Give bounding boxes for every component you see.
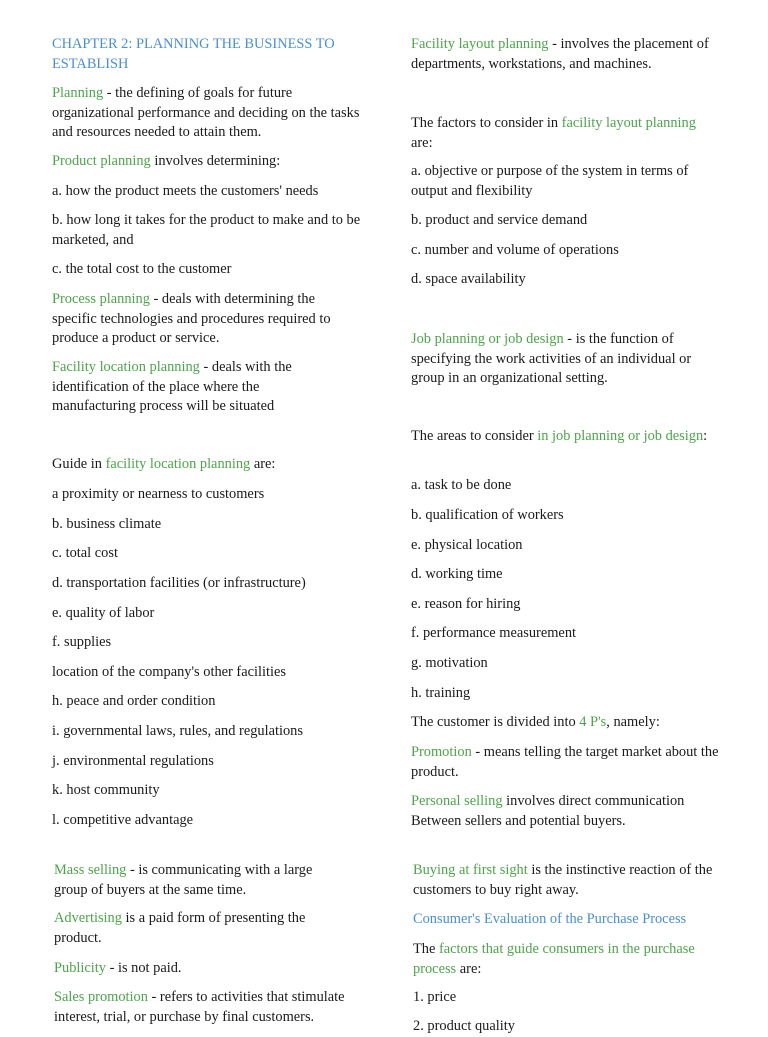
sales-promotion-text: - refers to activities that stimulate interest, trial, or purchase by final customers. — [54, 989, 345, 1025]
left-column — [52, 0, 368, 1024]
facility-location-text: - deals with the identification of the place where the manufacturing process will be situated — [52, 359, 292, 415]
product-planning — [52, 152, 368, 172]
list-item: j. environmental regulations — [52, 753, 214, 769]
list-item: f. supplies — [52, 634, 112, 650]
job-planning — [411, 330, 713, 389]
term-promotion: Promotion — [411, 744, 472, 760]
list-item: a. how the product meets the customers' needs — [52, 183, 319, 199]
promotion — [411, 743, 719, 782]
facility-location-planning — [52, 358, 322, 417]
buying-text: is the instinctive reaction of the customers to buy right away. — [413, 862, 713, 898]
term-job-planning: Job planning or job design — [411, 331, 564, 347]
factors-pre: The factors to consider in — [411, 115, 562, 131]
guide-intro — [52, 455, 368, 475]
mass-selling — [54, 861, 344, 900]
promotion-text: - means telling the target market about the product. — [411, 744, 719, 780]
list-item: location of the company's other facilities — [52, 664, 286, 680]
areas-intro — [411, 427, 711, 447]
job-planning-text: - is the function of specifying the work activities of an individual or group in an organizational setting. — [411, 331, 692, 387]
facility-layout-text: - involves the placement of departments, workstations, and machines. — [411, 36, 709, 72]
term-facility-layout: Facility layout planning — [411, 36, 549, 52]
list-item: e. quality of labor — [52, 605, 155, 621]
term-sales-promotion: Sales promotion — [54, 989, 148, 1005]
advertising — [54, 909, 344, 948]
sales-promotion — [54, 988, 370, 1027]
chapter-title: CHAPTER 2: PLANNING THE BUSINESS TO ESTABLISH — [52, 36, 335, 72]
facility-layout-planning — [411, 35, 717, 74]
list-item: 2. product quality — [413, 1018, 515, 1034]
list-item: d. transportation facilities (or infrastructure) — [52, 575, 306, 591]
factors-guide-pre: The — [413, 941, 439, 957]
list-item: b. how long it takes for the product to make and to be marketed, and — [52, 212, 361, 248]
list-item: a proximity or nearness to customers — [52, 486, 265, 502]
list-item: d. working time — [411, 566, 503, 582]
list-item: h. training — [411, 685, 471, 701]
customer-4ps — [411, 713, 721, 733]
term-factors-guide: factors that guide consumers in the purchase process — [413, 941, 695, 977]
list-item: i. governmental laws, rules, and regulations — [52, 723, 303, 739]
list-item: e. reason for hiring — [411, 596, 521, 612]
list-item: k. host community — [52, 782, 160, 798]
process-planning — [52, 290, 352, 349]
product-planning-text: involves determining: — [150, 153, 281, 169]
areas-post: : — [703, 428, 708, 444]
list-item: c. the total cost to the customer — [52, 261, 232, 277]
list-item: d. space availability — [411, 271, 526, 287]
planning-text: - the defining of goals for future organizational performance and deciding on the tasks and resources needed to attain them. — [52, 85, 360, 141]
list-item: g. motivation — [411, 655, 488, 671]
list-item: e. physical location — [411, 537, 523, 553]
list-item: 1. price — [413, 989, 457, 1005]
factors-guide-post: are: — [456, 960, 482, 977]
factors-post: are: — [411, 134, 433, 151]
term-mass-selling: Mass selling — [54, 862, 127, 878]
list-item: c. total cost — [52, 545, 118, 561]
evaluation-heading: Consumer's Evaluation of the Purchase Process — [413, 911, 687, 927]
list-item: a. objective or purpose of the system in terms of output and flexibility — [411, 163, 689, 199]
term-facility-location: Facility location planning — [52, 359, 200, 375]
list-item: b. business climate — [52, 516, 162, 532]
list-item: l. competitive advantage — [52, 812, 194, 828]
list-item: f. performance measurement — [411, 625, 577, 641]
process-planning-text: - deals with determining the specific technologies and procedures required to produce a product or service. — [52, 291, 331, 347]
term-product-planning: Product planning — [52, 153, 151, 169]
factors-guide — [413, 940, 713, 979]
list-item: a. task to be done — [411, 477, 512, 493]
personal-selling — [411, 792, 711, 831]
list-item: b. product and service demand — [411, 212, 588, 228]
customer-pre: The customer is divided into — [411, 714, 580, 730]
list-item: b. qualification of workers — [411, 507, 564, 523]
term-advertising: Advertising — [54, 910, 122, 926]
factors-intro — [411, 114, 717, 153]
term-process-planning: Process planning — [52, 291, 150, 307]
planning-definition — [52, 84, 360, 143]
term-buying: Buying at first sight — [413, 862, 528, 878]
buying-at-first-sight — [413, 861, 713, 900]
advertising-text: is a paid form of presenting the product. — [54, 910, 306, 946]
customer-post: , namely: — [606, 714, 660, 730]
publicity-text: - is not paid. — [105, 960, 182, 976]
term-guide: facility location planning — [105, 456, 251, 472]
right-column — [411, 0, 723, 1034]
areas-pre: The areas to consider — [411, 428, 538, 444]
publicity — [54, 959, 344, 979]
term-job-design: in job planning or job design — [537, 428, 704, 444]
term-4ps: 4 P's — [579, 714, 607, 730]
guide-post: are: — [250, 456, 276, 472]
term-factors-layout: facility layout planning — [561, 115, 696, 131]
term-personal-selling: Personal selling — [411, 793, 503, 809]
guide-pre: Guide in — [52, 456, 106, 472]
personal-selling-text: involves direct communication Between sellers and potential buyers. — [411, 793, 685, 829]
term-planning: Planning — [52, 85, 104, 101]
list-item: h. peace and order condition — [52, 693, 216, 709]
term-publicity: Publicity — [54, 960, 106, 976]
list-item: c. number and volume of operations — [411, 242, 619, 258]
mass-selling-text: - is communicating with a large group of buyers at the same time. — [54, 862, 313, 898]
